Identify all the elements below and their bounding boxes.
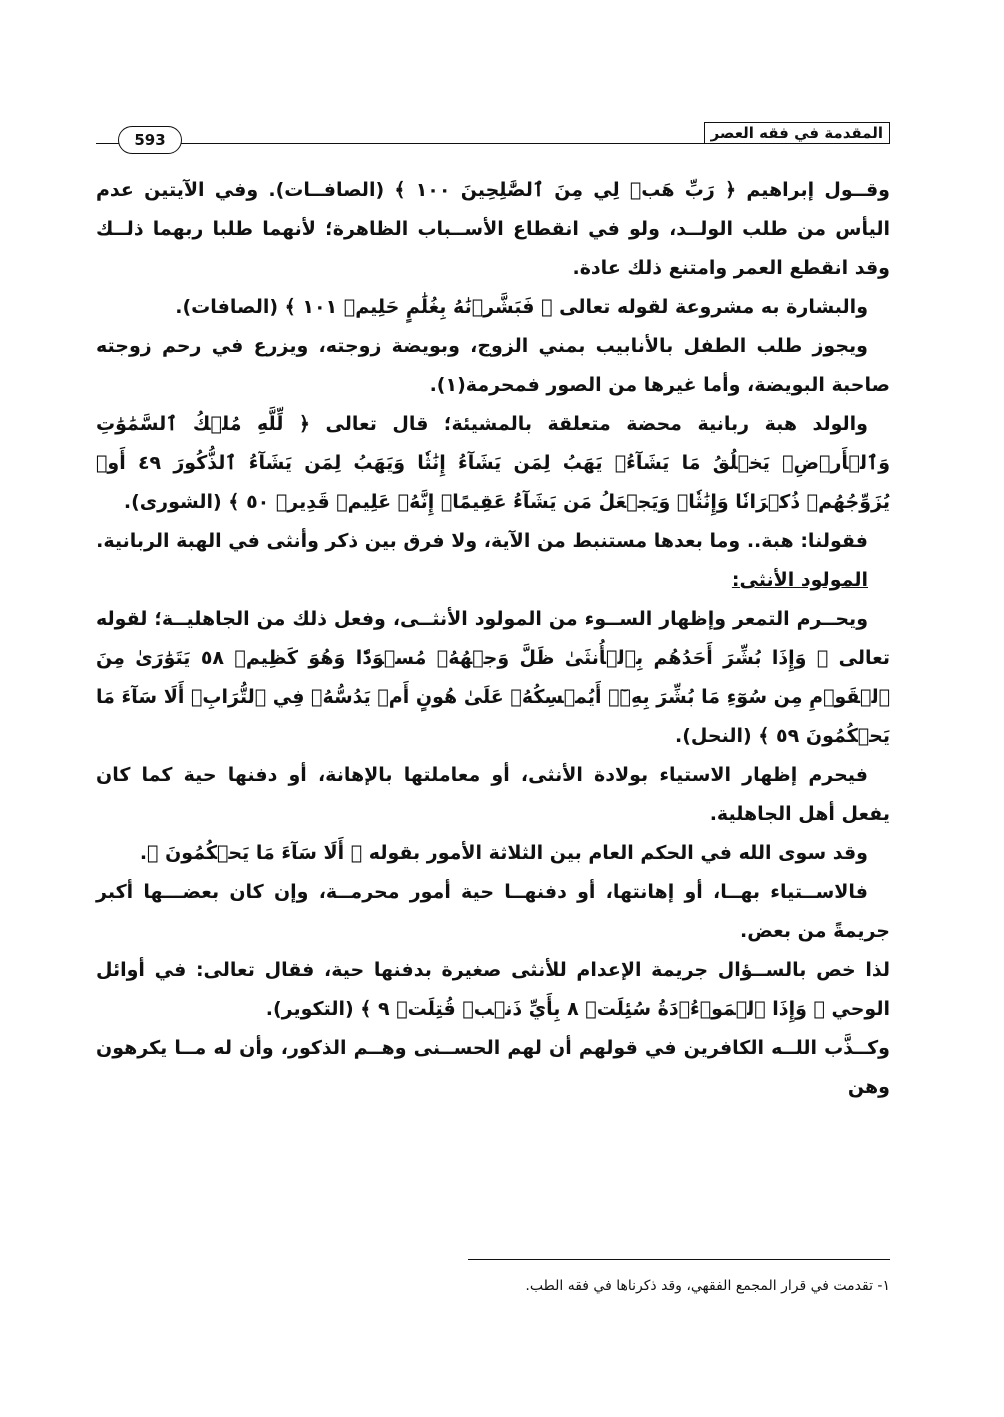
paragraph-forbidden-acts: فيحرم إظهار الاستياء بولادة الأنثى، أو معاملتها بالإهانة، أو دفنها حية كما كان يفعل أهل الجاهلية. — [96, 764, 890, 825]
footnote: ١- تقدمت في قرار المجمع الفقهي، وقد ذكرناها في فقه الطب. — [525, 1278, 890, 1294]
page-body — [96, 171, 890, 1107]
paragraph-buried-alive: لذا خص بالســؤال جريمة الإعدام للأنثى صغيرة بدفنها حية، فقال تعالى: في أوائل الوحي ﴿ وَإِذَا ٱلۡمَوۡءُۥدَةُ سُئِلَتۡ ٨ بِأَيِّ ذَنۢبٖ قُتِلَتۡ ٩ ﴾ (التكوير). — [96, 959, 890, 1020]
header-rule — [96, 143, 890, 144]
paragraph-equal-ruling: وقد سوى الله في الحكم العام بين الثلاثة الأمور بقوله ﴿ أَلَا سَآءَ مَا يَحۡكُمُونَ ﴾. — [139, 842, 868, 864]
paragraph-ibrahim-prayer: وقــول إبراهيم ﴿ رَبِّ هَبۡ لِي مِنَ ٱلصَّٰلِحِينَ ١٠٠ ﴾ (الصافــات). وفي الآيتين عدم اليأس من طلب الولــد، ولو في انقطاع الأســباب الظاهرة؛ لأنهما طلبا ربهما ذلــك وقد انقطع العمر وامتنع ذلك عادة. — [96, 179, 890, 279]
page-number: 593 — [118, 126, 182, 154]
paragraph-divine-gift: والولد هبة ربانية محضة متعلقة بالمشيئة؛ قال تعالى ﴿ لِّلَّهِ مُلۡكُ ٱلسَّمَٰوَٰتِ وَٱلۡأَرۡضِۚ يَخۡلُقُ مَا يَشَآءُۚ يَهَبُ لِمَن يَشَآءُ إِنَٰثٗا وَيَهَبُ لِمَن يَشَآءُ ٱلذُّكُورَ ٤٩ أَوۡ يُزَوِّجُهُمۡ ذُكۡرَانٗا وَإِنَٰثٗاۖ وَيَجۡعَلُ مَن يَشَآءُ عَقِيمًاۚ إِنَّهُۥ عَلِيمٞ قَدِيرٞ ٥٠ ﴾ (الشورى). — [96, 413, 890, 513]
paragraph-disbelievers: وكــذَّب اللــه الكافرين في قولهم أن لهم الحســنى وهــم الذكور، وأن له مــا يكرهون وهن — [96, 1037, 890, 1098]
paragraph-glad-tidings: والبشارة به مشروعة لقوله تعالى ﴿ فَبَشَّرۡنَٰهُ بِغُلَٰمٍ حَلِيمٖ ١٠١ ﴾ (الصافات). — [175, 296, 868, 318]
paragraph-prohibition: ويحــرم التمعر وإظهار الســوء من المولود الأنثــى، وفعل ذلك من الجاهليــة؛ لقوله تعالى ﴿ وَإِذَا بُشِّرَ أَحَدُهُم بِٱلۡأُنثَىٰ ظَلَّ وَجۡهُهُۥ مُسۡوَدّٗا وَهُوَ كَظِيمٞ ٥٨ يَتَوَٰرَىٰ مِنَ ٱلۡقَوۡمِ مِن سُوٓءِ مَا بُشِّرَ بِهِۦٓۚ أَيُمۡسِكُهُۥ عَلَىٰ هُونٍ أَمۡ يَدُسُّهُۥ فِي ٱلتُّرَابِۗ أَلَا سَآءَ مَا يَحۡكُمُونَ ٥٩ ﴾ (النحل). — [96, 608, 890, 747]
page-header — [96, 122, 890, 154]
paragraph-ivf: ويجوز طلب الطفل بالأنابيب بمني الزوج، وبويضة زوجته، ويزرع في رحم زوجته صاحبة البويضة، وأما غيرها من الصور فمحرمة(١). — [96, 335, 890, 396]
paragraph-severity: فالاســتياء بهــا، أو إهانتها، أو دفنهــا حية أمور محرمــة، وإن كان بعضـــها أكبر جريمةً من بعض. — [96, 881, 890, 942]
book-title: المقدمة في فقه العصر — [704, 122, 890, 143]
paragraph-conclusion: فقولنا: هبة.. وما بعدها مستنبط من الآية، ولا فرق بين ذكر وأنثى في الهبة الربانية. — [96, 530, 868, 552]
section-heading-female-newborn: المولود الأنثى: — [731, 569, 868, 591]
footnote-separator — [468, 1259, 890, 1260]
